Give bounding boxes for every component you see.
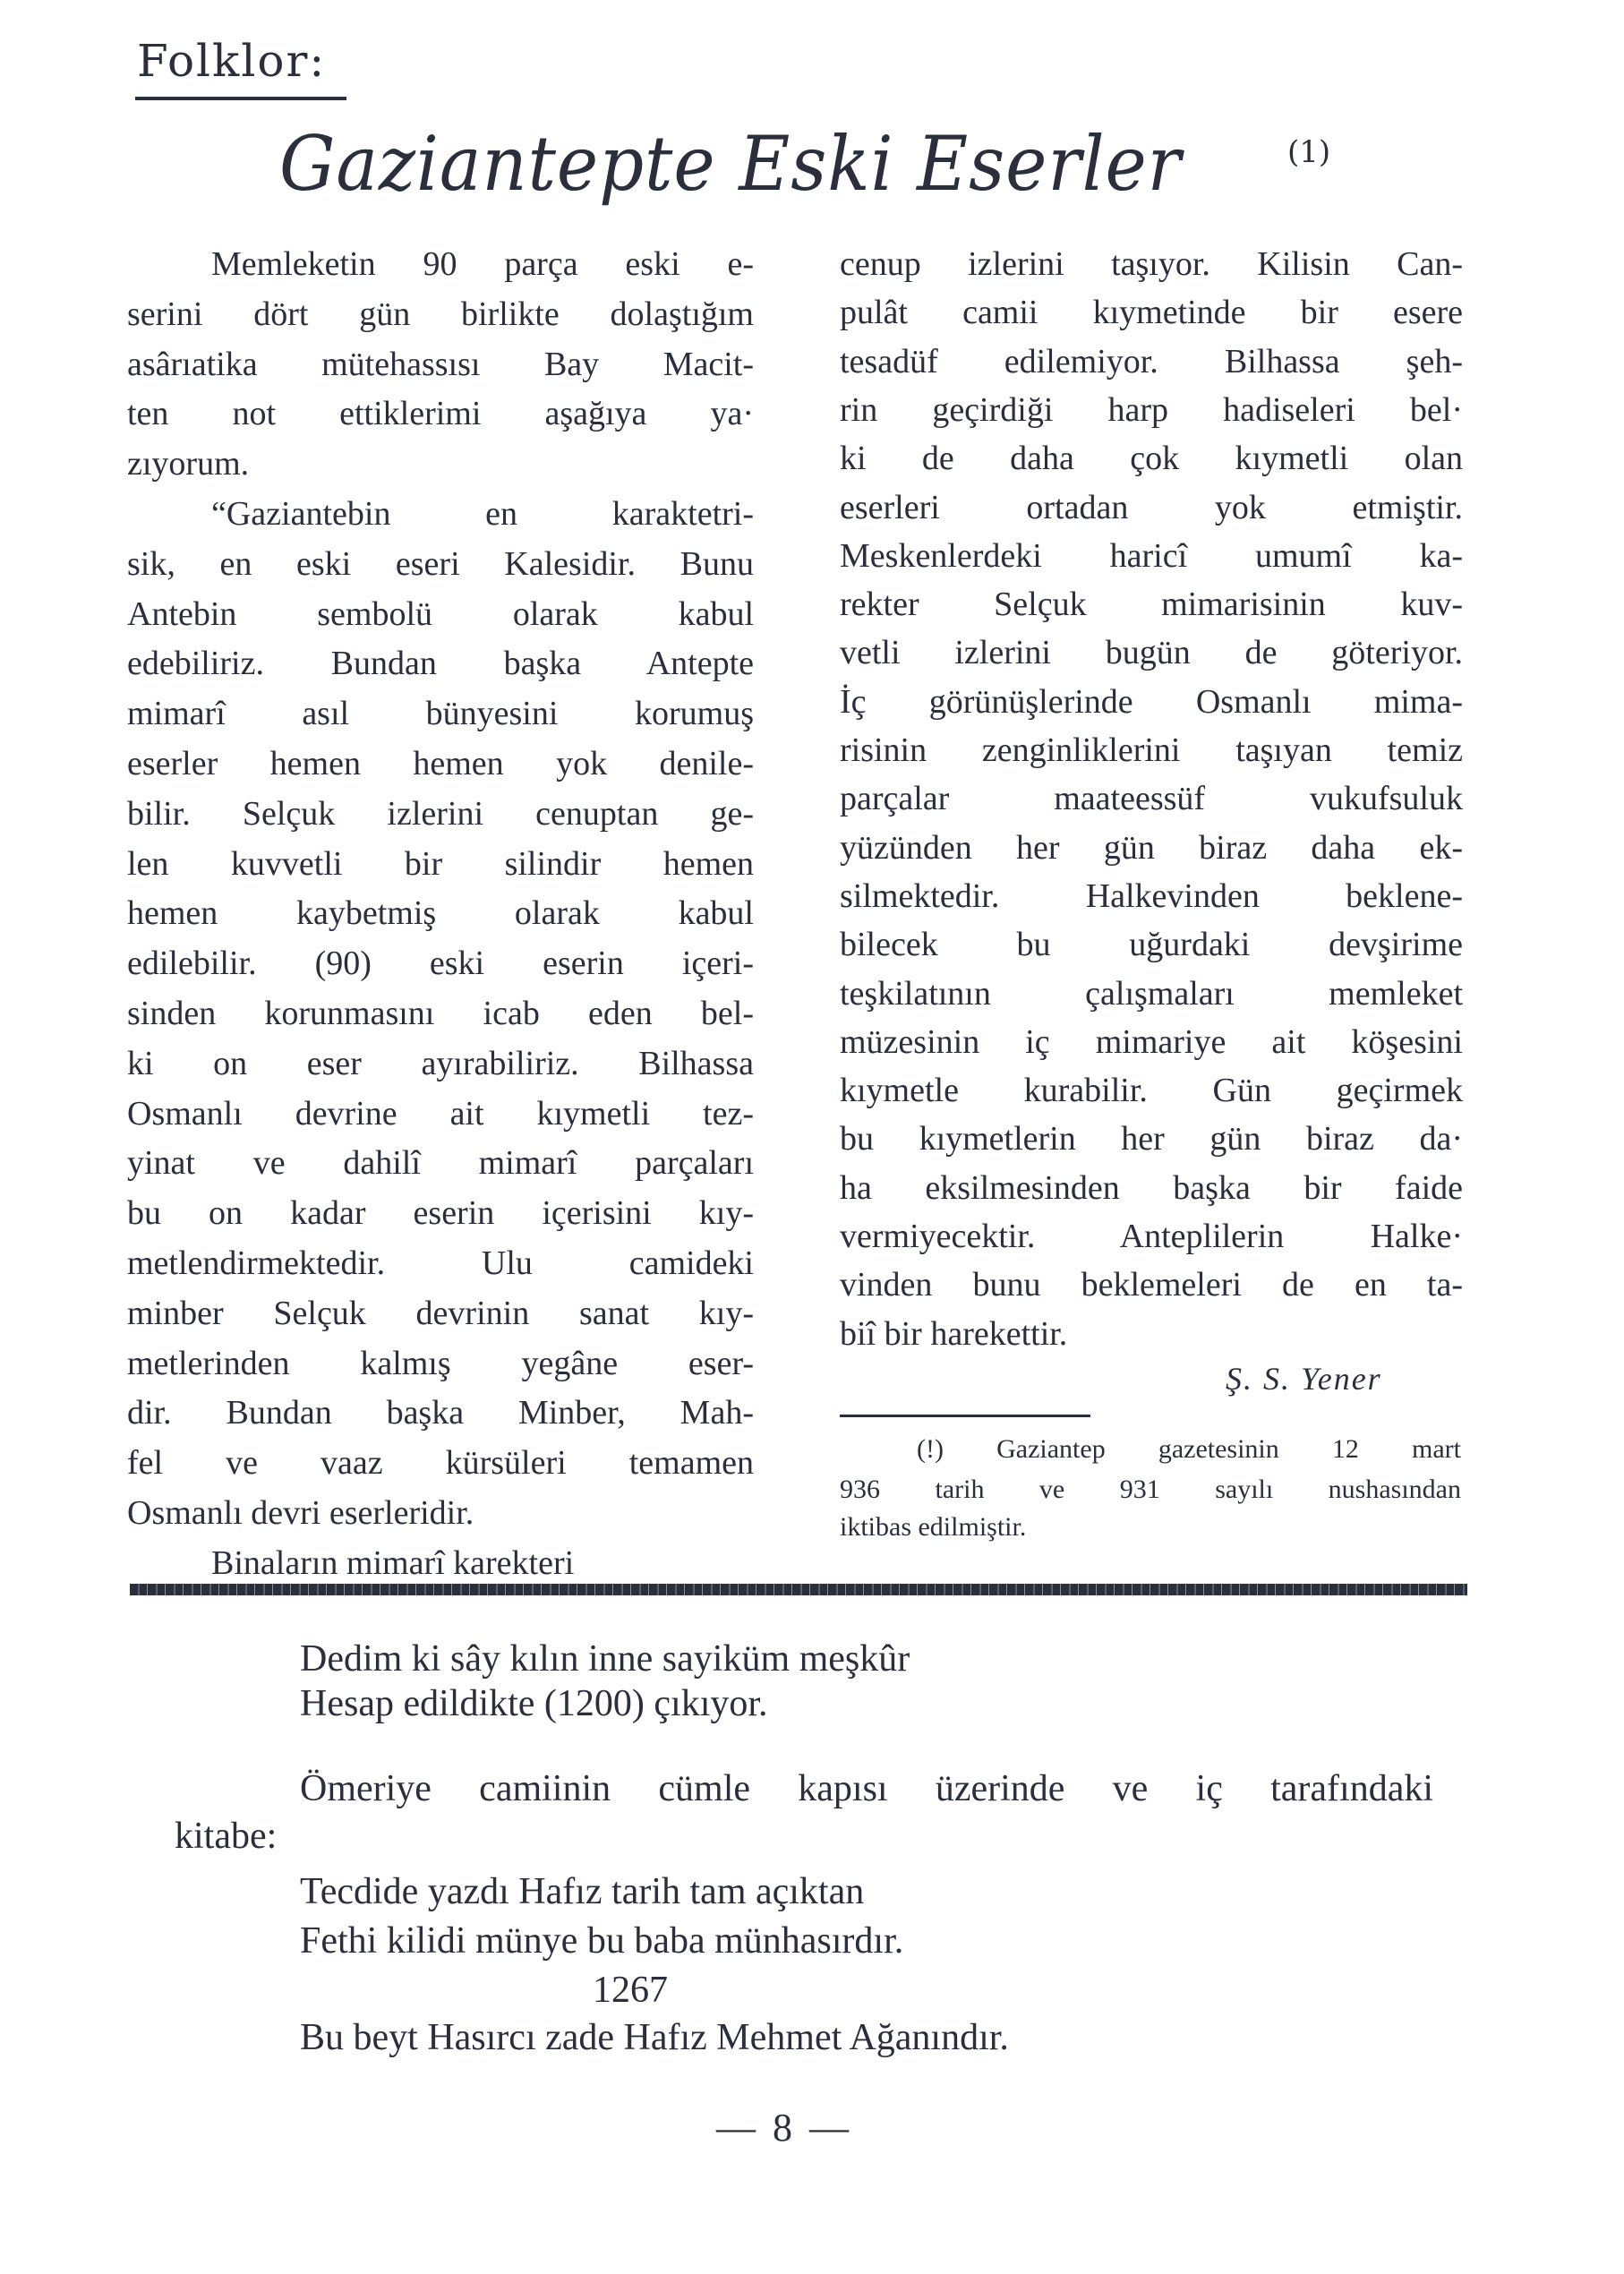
text-line: sinden korunmasını icab eden bel- <box>127 995 754 1032</box>
text-line: müzesinin iç mimariye ait köşesini <box>840 1022 1463 1061</box>
text-line: vinden bunu beklemeleri de en ta- <box>840 1266 1463 1304</box>
text-line: metlerinden kalmış yegâne eser- <box>127 1344 754 1382</box>
text-line: ki de daha çok kıymetli olan <box>840 440 1463 478</box>
text-line: rin geçirdiği harp hadiseleri bel· <box>840 390 1463 429</box>
text-line: eserler hemen hemen yok denile- <box>127 745 754 782</box>
text-line: yinat ve dahilî mimarî parçaları <box>127 1144 754 1183</box>
footnote-line: (!) Gaziantep gazetesinin 12 mart <box>917 1434 1461 1464</box>
text-line: yüzünden her gün biraz daha ek- <box>840 828 1463 867</box>
paragraph-line: Ömeriye camiinin cümle kapısı üzerinde ve iç tarafındaki <box>300 1768 1433 1809</box>
text-line: asârıatika mütehassısı Bay Macit- <box>127 345 754 383</box>
article-title: Gaziantepte Eski Eserler <box>279 120 1182 208</box>
text-line: edilebilir. (90) eski eserin içeri- <box>127 945 754 983</box>
text-line: dir. Bundan başka Minber, Mah- <box>127 1394 754 1432</box>
section-underline <box>135 97 346 100</box>
text-line: ki on eser ayırabiliriz. Bilhassa <box>127 1044 754 1082</box>
text-line: edebiliriz. Bundan başka Antepte <box>127 645 754 683</box>
text-line: kıymetle kurabilir. Gün geçirmek <box>840 1072 1463 1110</box>
text-line: eserleri ortadan yok etmiştir. <box>840 488 1463 526</box>
text-line: ten not ettiklerimi aşağıya ya· <box>127 395 754 433</box>
text-line: vetli izlerini bugün de göteriyor. <box>840 634 1463 672</box>
footnote-line: 936 tarih ve 931 sayılı nushasından <box>840 1475 1461 1504</box>
text-line: vermiyecektir. Anteplilerin Halke· <box>840 1218 1463 1255</box>
text-line: tesadüf edilemiyor. Bilhassa şeh- <box>840 342 1463 380</box>
inscription-line: Fethi kilidi münye bu baba münhasırdır. <box>300 1920 904 1962</box>
text-line: “Gaziantebin en karaktetri- <box>211 495 754 533</box>
text-line: bilir. Selçuk izlerini cenuptan ge- <box>127 794 754 833</box>
text-line: ha eksilmesinden başka bir faide <box>840 1168 1463 1207</box>
text-line: Meskenlerdeki haricî umumî ka- <box>840 536 1463 575</box>
text-line: sik, en eski eseri Kalesidir. Bunu <box>127 544 754 583</box>
footnote-line: iktibas edilmiştir. <box>840 1512 1027 1542</box>
text-line: Antebin sembolü olarak kabul <box>127 594 754 633</box>
text-line: metlendirmektedir. Ulu camideki <box>127 1244 754 1282</box>
text-line: teşkilatının çalışmaları memleket <box>840 974 1463 1013</box>
text-line: rekter Selçuk mimarisinin kuv- <box>840 586 1463 624</box>
text-line: parçalar maateessüf vukufsuluk <box>840 780 1463 818</box>
author-signature: Ş. S. Yener <box>1226 1361 1382 1397</box>
text-line: hemen kaybetmiş olarak kabul <box>127 894 754 933</box>
text-line: risinin zenginliklerini taşıyan temiz <box>840 731 1463 769</box>
text-line: minber Selçuk devrinin sanat kıy- <box>127 1294 754 1332</box>
title-footnote-mark: (1) <box>1287 134 1331 170</box>
text-line: bu on kadar eserin içerisini kıy- <box>127 1194 754 1233</box>
text-line: mimarî asıl bünyesini korumuş <box>127 695 754 733</box>
text-line: İç görünüşlerinde Osmanlı mima- <box>840 682 1463 721</box>
footnote-rule <box>840 1415 1090 1417</box>
text-line: serini dört gün birlikte dolaştığım <box>127 295 754 333</box>
text-line: Memleketin 90 parça eski e- <box>211 245 754 283</box>
verse-line: Hesap edildikte (1200) çıkıyor. <box>300 1683 768 1724</box>
text-line: fel ve vaaz kürsüleri temamen <box>127 1444 754 1483</box>
section-separator-bar <box>130 1584 1467 1595</box>
inscription-line: Tecdide yazdı Hafız tarih tam açıktan <box>300 1871 865 1912</box>
text-line: pulât camii kıymetinde bir esere <box>840 294 1463 332</box>
text-line: Osmanlı devri eserleridir. <box>127 1494 474 1532</box>
page-number: — 8 — <box>716 2106 852 2150</box>
section-label: Folklor: <box>137 35 327 87</box>
text-line: len kuvvetli bir silindir hemen <box>127 844 754 883</box>
text-line: Osmanlı devrine ait kıymetli tez- <box>127 1094 754 1133</box>
text-line: bu kıymetlerin her gün biraz da· <box>840 1120 1463 1158</box>
inscription-year: 1267 <box>593 1970 668 2011</box>
text-line: zıyorum. <box>127 445 250 483</box>
text-line: bilecek bu uğurdaki devşirime <box>840 926 1463 964</box>
text-line: silmektedir. Halkevinden beklene- <box>840 876 1463 915</box>
verse-line: Dedim ki sây kılın inne sayiküm meşkûr <box>300 1638 910 1680</box>
text-line: biî bir harekettir. <box>840 1314 1068 1353</box>
text-line: Binaların mimarî karekteri <box>211 1543 575 1582</box>
paragraph-line: kitabe: <box>175 1816 278 1857</box>
inscription-attribution: Bu beyt Hasırcı zade Hafız Mehmet Ağanındır. <box>300 2017 1009 2058</box>
text-line: cenup izlerini taşıyor. Kilisin Can- <box>840 245 1463 283</box>
